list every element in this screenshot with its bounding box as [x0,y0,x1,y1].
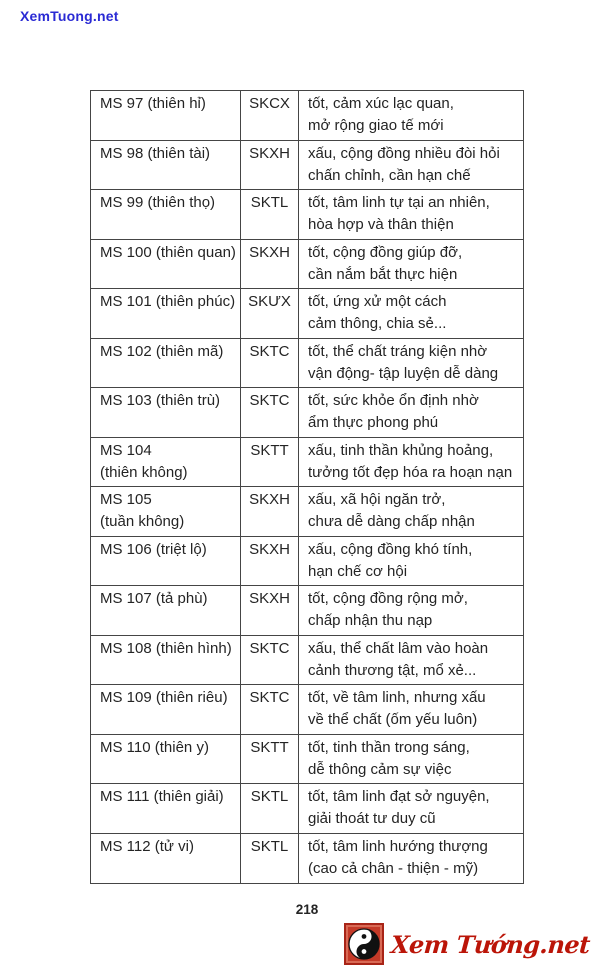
star-name-cell [91,636,241,685]
description-line2: hạn chế cơ hội [308,562,408,580]
description-line2: cần nắm bắt thực hiện [308,265,458,283]
code-cell: SKTC [241,636,299,685]
description-cell [299,487,523,536]
star-name-line1: MS 112 (tử vi) [100,837,194,855]
description-cell [299,636,523,685]
star-name-line2: (tuần không) [100,513,185,530]
star-name-cell [91,141,241,190]
description-cell [299,91,523,140]
description-cell [299,388,523,437]
description-line1: tốt, tinh thần trong sáng, [308,738,470,756]
description-cell [299,339,523,388]
star-name-cell [91,339,241,388]
description-line1: tốt, cảm xúc lạc quan, [308,95,454,112]
description-line2: chấn chỉnh, cần hạn chế [308,166,471,184]
description-cell [299,240,523,289]
description-line1: tốt, ứng xử một cách [308,293,447,310]
star-name-line1: MS 105 [100,491,152,508]
code-cell: SKXH [241,487,299,536]
star-name-cell [91,91,241,140]
code-cell: SKTC [241,685,299,734]
code-cell: SKTL [241,784,299,833]
description-line2: cảnh thương tật, mổ xẻ... [308,661,477,679]
description-line2: hòa hợp và thân thiện [308,216,454,233]
site-link[interactable]: XemTuong.net [20,8,119,24]
description-line2: cảm thông, chia sẻ... [308,315,447,332]
description-cell [299,141,523,190]
star-name-cell [91,735,241,784]
table-row [91,388,523,438]
description-line1: xấu, cộng đồng nhiều đòi hỏi [308,144,500,162]
description-line1: tốt, cộng đồng rộng mở, [308,590,468,607]
code-cell: SKTT [241,735,299,784]
code-cell: SKXH [241,240,299,289]
description-cell [299,190,523,239]
star-name-line1: MS 111 (thiên giải) [100,788,224,805]
star-name-cell [91,388,241,437]
description-line2: mở rộng giao tế mới [308,117,444,134]
table-row [91,289,523,339]
yin-yang-icon [344,923,384,965]
code-cell: SKXH [241,586,299,635]
description-cell [299,586,523,635]
description-line2: vận động- tập luyện dễ dàng [308,364,499,382]
star-name-line1: MS 107 (tả phù) [100,590,208,607]
table-row [91,834,523,884]
description-line1: xấu, tinh thần khủng hoảng, [308,441,494,459]
ms-star-table [90,90,524,884]
code-cell: SKCX [241,91,299,140]
star-name-line1: MS 102 (thiên mã) [100,342,224,360]
star-name-cell [91,438,241,487]
description-line1: xấu, thể chất lâm vào hoàn [308,639,489,657]
description-cell [299,289,523,338]
star-name-line1: MS 97 (thiên hỉ) [100,95,206,112]
page-number: 218 [295,902,319,917]
code-cell: SKTL [241,834,299,884]
description-cell [299,438,523,487]
description-line2: dễ thông cảm sự việc [308,760,452,778]
code-cell: SKTL [241,190,299,239]
star-name-cell [91,834,241,884]
description-cell [299,537,523,586]
description-line2: chưa dễ dàng chấp nhận [308,513,475,530]
table-row [91,586,523,636]
star-name-cell [91,190,241,239]
code-cell: SKXH [241,537,299,586]
star-name-line1: MS 109 (thiên riêu) [100,689,228,706]
description-cell [299,834,523,884]
description-line1: tốt, tâm linh hướng thượng [308,837,488,855]
star-name-cell [91,586,241,635]
star-name-line1: MS 106 (triệt lộ) [100,540,207,558]
description-line1: tốt, cộng đồng giúp đỡ, [308,243,463,261]
table-row [91,438,523,488]
table-row [91,537,523,587]
site-logo-text: Xem Tướng.net [390,929,592,959]
table-row [91,339,523,389]
description-line1: tốt, thể chất tráng kiện nhờ [308,342,488,360]
table-row [91,784,523,834]
code-cell: SKTC [241,388,299,437]
table-row [91,636,523,686]
star-name-cell [91,784,241,833]
star-name-line1: MS 108 (thiên hình) [100,639,232,657]
description-line1: xấu, xã hội ngăn trở, [308,491,446,508]
star-name-cell [91,685,241,734]
description-line2: ẩm thực phong phú [308,414,439,431]
description-cell [299,685,523,734]
star-name-cell [91,487,241,536]
table-row [91,190,523,240]
star-name-line2: (thiên không) [100,463,188,481]
star-name-line1: MS 110 (thiên y) [100,738,209,756]
description-line2: tưởng tốt đẹp hóa ra hoạn nạn [308,463,513,481]
description-line2: chấp nhận thu nạp [308,612,433,629]
table-row [91,487,523,537]
star-name-line1: MS 98 (thiên tài) [100,144,211,162]
star-name-cell [91,537,241,586]
table-row [91,735,523,785]
table-row [91,240,523,290]
site-logo[interactable] [344,923,590,965]
description-line2: về thể chất (ốm yếu luôn) [308,711,478,728]
description-line1: tốt, sức khỏe ổn định nhờ [308,392,479,409]
description-line1: xấu, cộng đồng khó tính, [308,540,473,558]
code-cell: SKTT [241,438,299,487]
star-name-line1: MS 99 (thiên thọ) [100,194,216,211]
star-name-line1: MS 104 [100,441,152,459]
description-cell [299,735,523,784]
table-row [91,685,523,735]
description-line1: tốt, tâm linh tự tại an nhiên, [308,194,490,211]
code-cell: SKƯX [241,289,299,338]
star-name-line1: MS 100 (thiên quan) [100,243,236,261]
description-line2: (cao cả chân - thiện - mỹ) [308,859,479,877]
table-row [91,91,523,141]
code-cell: SKXH [241,141,299,190]
description-cell [299,784,523,833]
code-cell: SKTC [241,339,299,388]
star-name-line1: MS 103 (thiên trù) [100,392,221,409]
description-line1: tốt, về tâm linh, nhưng xấu [308,689,486,706]
star-name-line1: MS 101 (thiên phúc) [100,293,236,310]
table-row [91,141,523,191]
description-line1: tốt, tâm linh đạt sở nguyện, [308,788,490,805]
star-name-cell [91,289,241,338]
description-line2: giải thoát tư duy cũ [308,810,436,827]
star-name-cell [91,240,241,289]
